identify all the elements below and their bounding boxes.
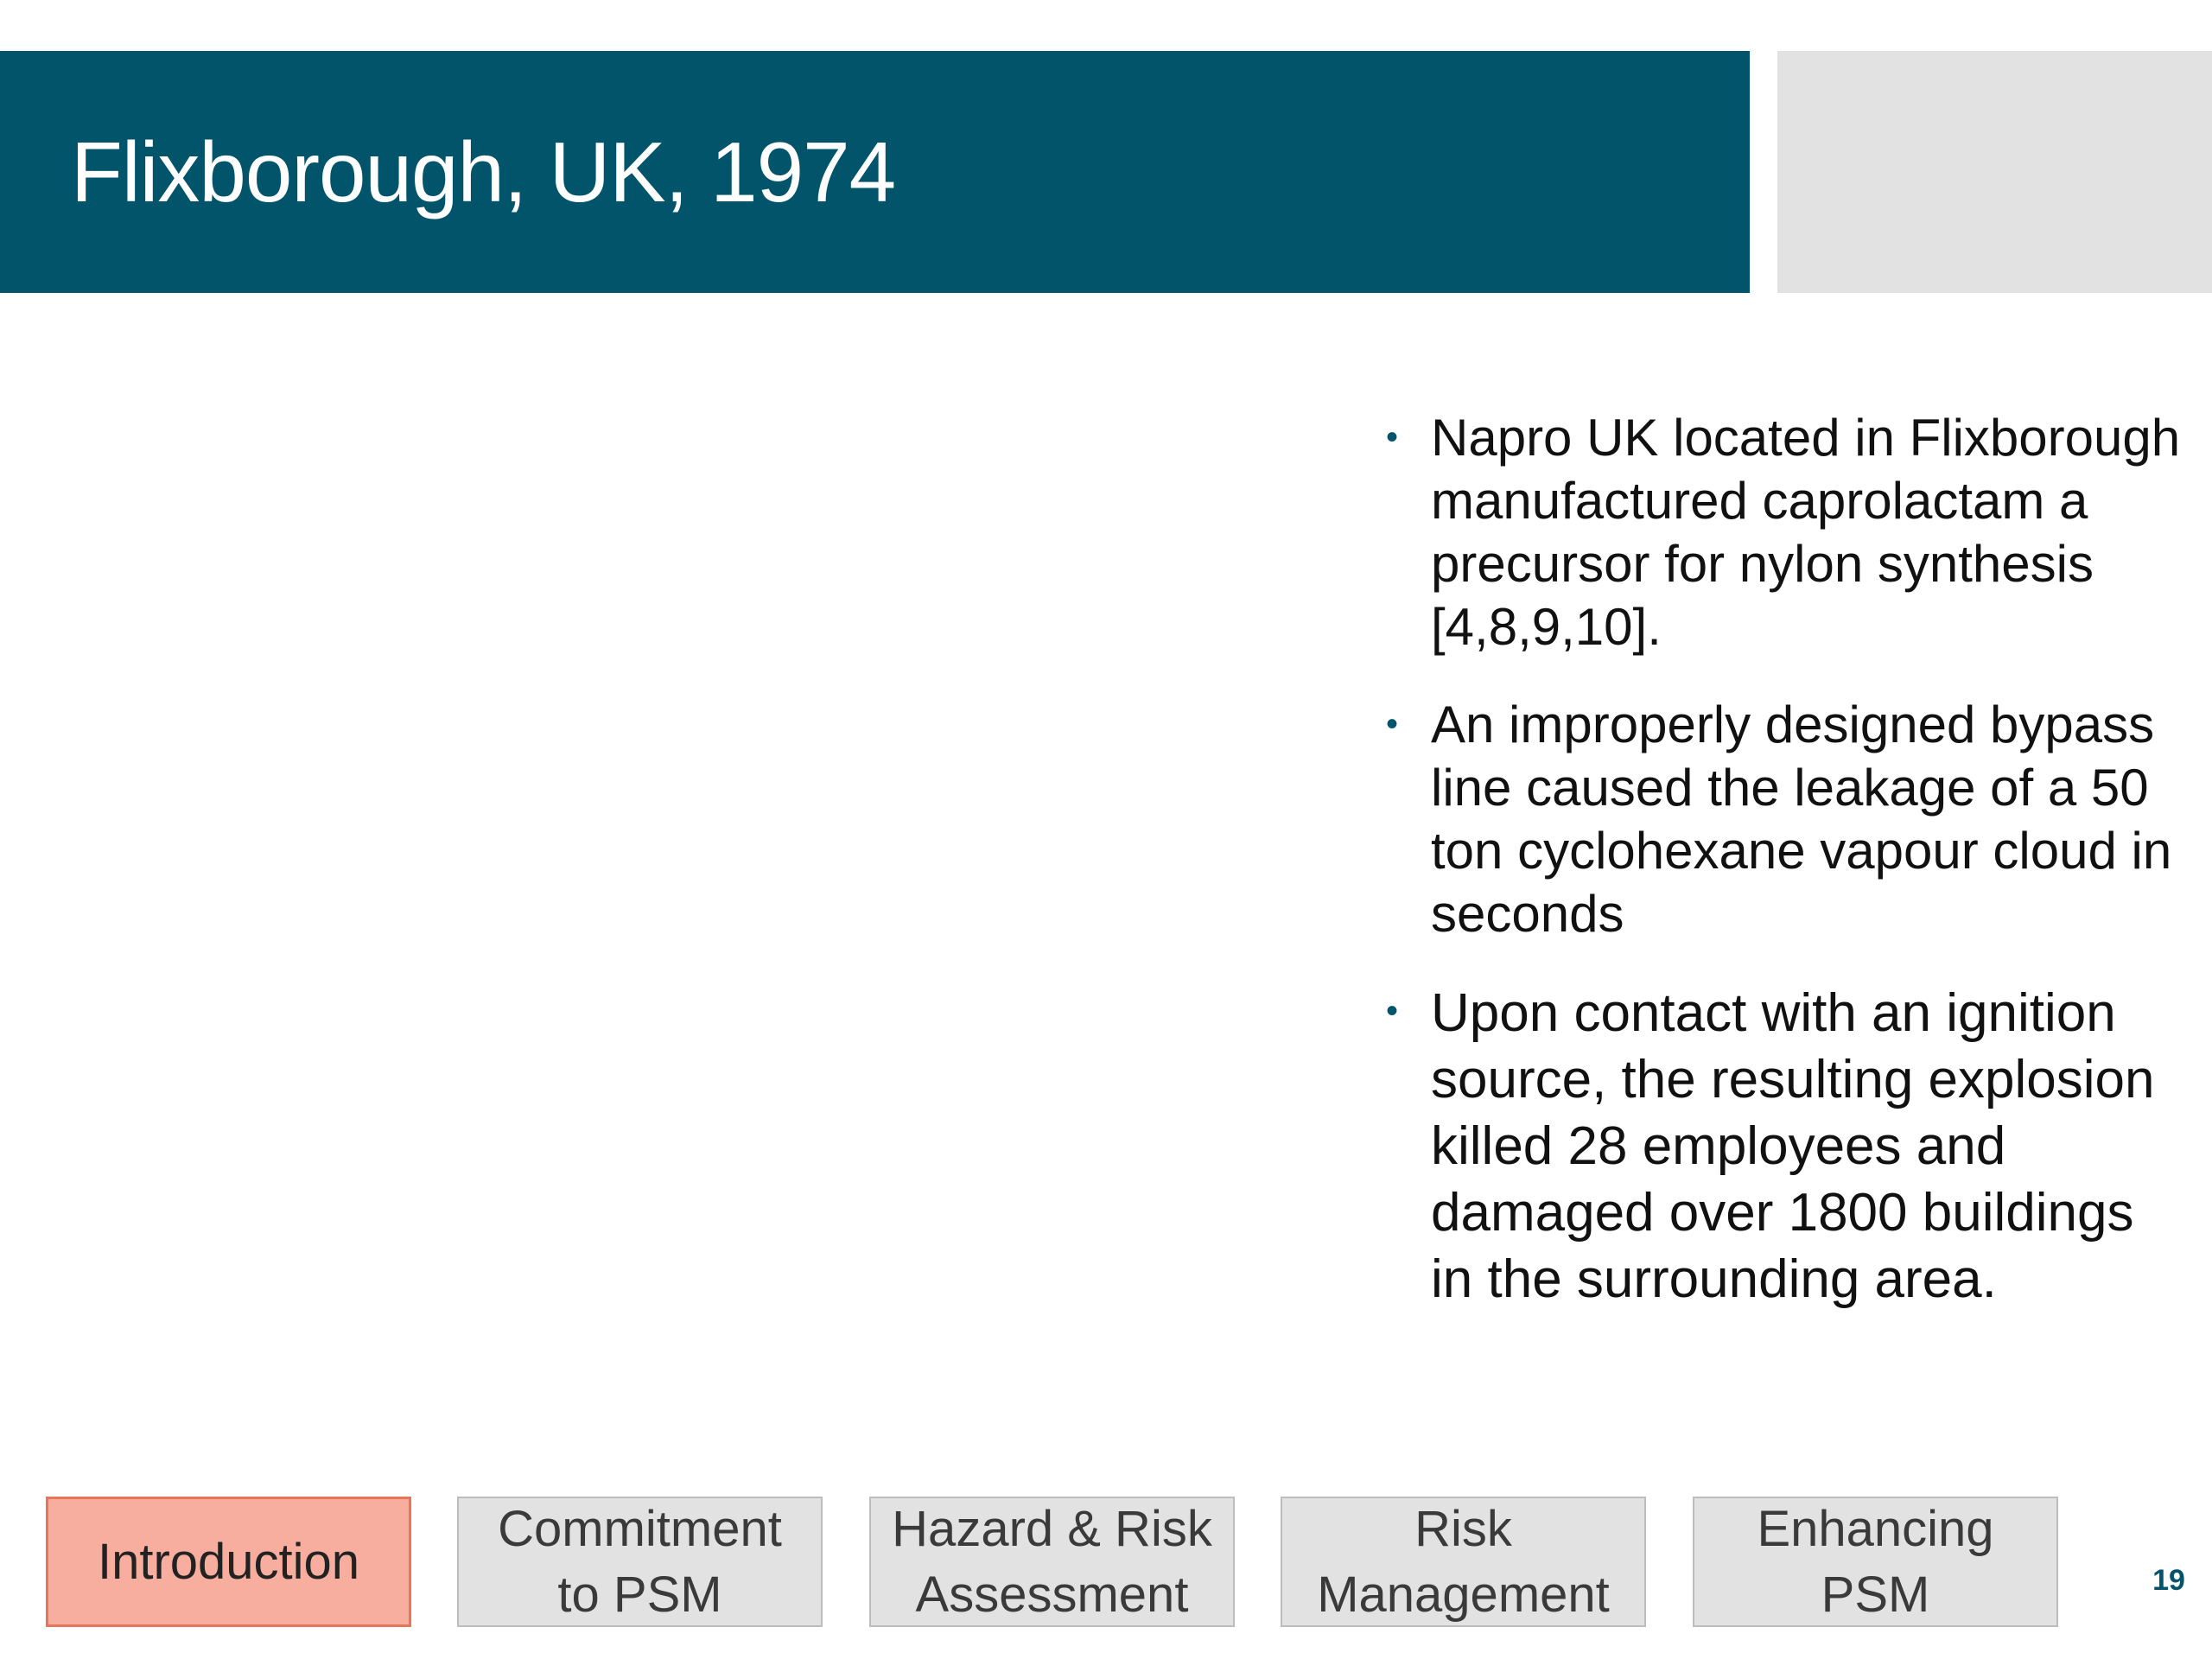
bullet-list (1379, 406, 2183, 1347)
nav-tab-label: Introduction (97, 1533, 360, 1590)
bullet-dot-icon: • (1386, 992, 1399, 1030)
nav-tab-label: Enhancing PSM (1757, 1500, 1994, 1623)
bullet-item (1379, 980, 2183, 1313)
title-bar (0, 51, 1750, 293)
bullet-item (1379, 406, 2183, 658)
bullet-text: Napro UK located in Flixborough manufactured caprolactam a precursor for nylon synthesis [4,8,9,10]. (1431, 409, 2181, 656)
bullet-text: Upon contact with an ignition source, the resulting explosion killed 28 employees and damaged over 1800 buildings in the surrounding area. (1431, 983, 2155, 1309)
nav-tab-introduction[interactable] (46, 1497, 411, 1627)
page-number: 19 (2152, 1564, 2185, 1597)
nav-tab-label: Hazard & Risk Assessment (892, 1500, 1212, 1623)
section-nav (0, 1497, 2212, 1630)
nav-tab-commitment-to-psm[interactable] (457, 1497, 823, 1627)
nav-tab-enhancing-psm[interactable] (1693, 1497, 2058, 1627)
corner-decoration (1777, 51, 2212, 293)
bullet-dot-icon: • (1386, 705, 1399, 743)
nav-tab-label: Risk Management (1317, 1500, 1610, 1623)
nav-tab-label: Commitment to PSM (498, 1500, 782, 1623)
bullet-dot-icon: • (1386, 418, 1399, 456)
nav-tab-hazard-risk-assessment[interactable] (869, 1497, 1235, 1627)
bullet-item (1379, 693, 2183, 945)
nav-tab-risk-management[interactable] (1281, 1497, 1646, 1627)
bullet-text: An improperly designed bypass line caused the leakage of a 50 ton cyclohexane vapour cloud in seconds (1431, 696, 2172, 943)
slide-title: Flixborough, UK, 1974 (71, 124, 896, 219)
